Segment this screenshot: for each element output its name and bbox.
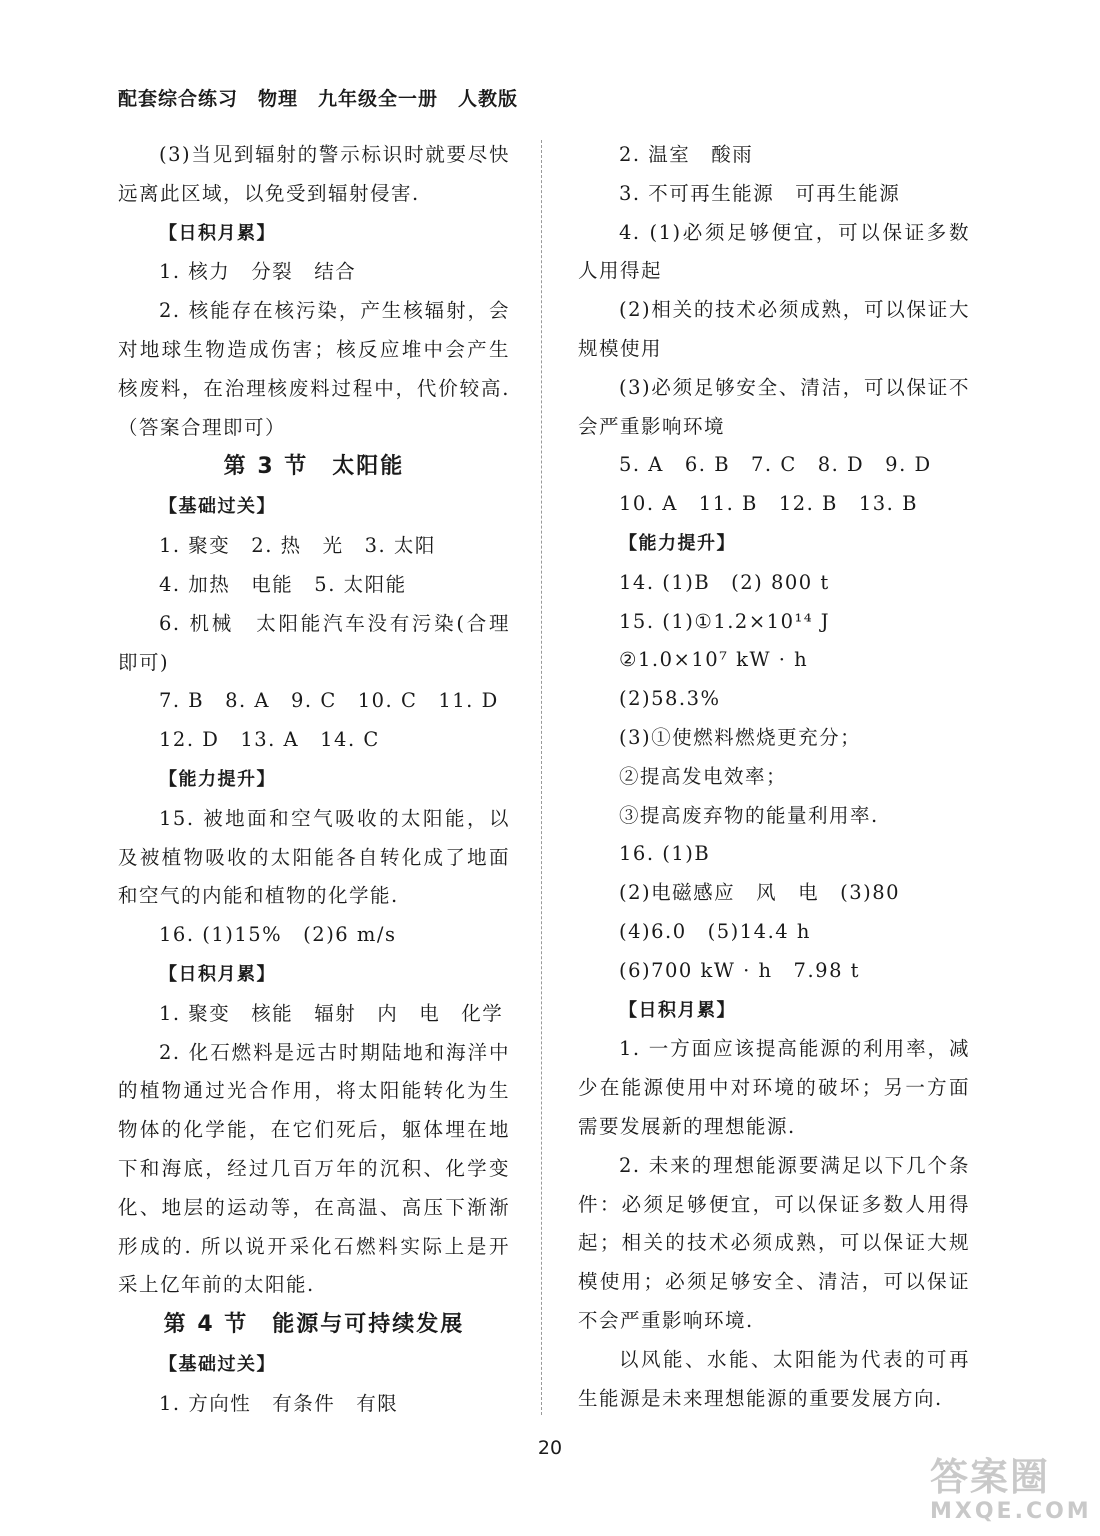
book-header: 配套综合练习 物理 九年级全一册 人教版 <box>118 88 519 110</box>
answer-paragraph: (3)①使燃料燃烧更充分； <box>619 725 862 749</box>
answer-paragraph: 1. 核力 分裂 结合 <box>159 260 357 284</box>
answer-paragraph: (4)6.0 (5)14.4 h <box>619 919 811 943</box>
answer-paragraph: (3)当见到辐射的警示标识时就要尽快远离此区域，以免受到辐射侵害. <box>118 143 510 205</box>
answer-paragraph: 12. D 13. A 14. C <box>159 728 380 752</box>
answer-paragraph: 1. 一方面应该提高能源的利用率，减少在能源使用中对环境的破坏；另一方面需要发展新的理想能源. <box>578 1037 970 1138</box>
answer-paragraph: (2)58.3% <box>619 687 721 711</box>
section-tag: 【日积月累】 <box>619 999 736 1021</box>
tag-line <box>118 955 510 995</box>
answer-paragraph: 4. 加热 电能 5. 太阳能 <box>159 572 407 596</box>
answer-paragraph: 5. A 6. B 7. C 8. D 9. D <box>619 453 932 477</box>
section-tag: 【日积月累】 <box>159 963 276 985</box>
section-tag: 【能力提升】 <box>159 768 276 790</box>
answer-paragraph: 15. 被地面和空气吸收的太阳能，以及被植物吸收的太阳能各自转化成了地面和空气的内能和植物的化学能. <box>118 806 510 908</box>
answer-paragraph: 2. 温室 酸雨 <box>619 143 754 166</box>
answer-paragraph: 6. 机械 太阳能汽车没有污染(合理即可) <box>118 611 510 674</box>
section-tag: 【基础过关】 <box>159 496 276 518</box>
answer-paragraph: (2)电磁感应 风 电 (3)80 <box>619 881 901 905</box>
answer-paragraph: 10. A 11. B 12. B 13. B <box>619 492 918 516</box>
watermark-url: MXQE.COM <box>930 1499 1092 1524</box>
answer-paragraph: 以风能、水能、太阳能为代表的可再生能源是未来理想能源的重要发展方向. <box>578 1347 970 1410</box>
section-tag: 【日积月累】 <box>159 222 276 244</box>
answer-paragraph: 2. 化石燃料是远古时期陆地和海洋中的植物通过光合作用，将太阳能转化为生物体的化学能，在它们死后，躯体埋在地下和海底，经过几百万年的沉积、化学变化、地层的运动等，在高温、高压下渐渐形成的. 所以说开采化石燃料实际上是开采上亿年前的太阳能. <box>118 1040 510 1297</box>
tag-line <box>118 760 510 800</box>
site-watermark <box>930 1455 1090 1533</box>
answer-paragraph: 14. (1)B (2) 800 t <box>619 570 830 594</box>
answer-paragraph: (3)必须足够安全、清洁，可以保证不会严重影响环境 <box>578 375 970 438</box>
answer-paragraph: 3. 不可再生能源 可再生能源 <box>619 181 901 205</box>
page-number: 20 <box>537 1437 563 1459</box>
section-tag: 【能力提升】 <box>619 532 736 554</box>
answer-paragraph: 1. 聚变 2. 热 光 3. 太阳 <box>159 534 436 558</box>
section-tag: 【基础过关】 <box>159 1354 276 1376</box>
tag-line <box>578 524 970 564</box>
tag-line <box>578 991 970 1031</box>
answer-paragraph: 7. B 8. A 9. C 10. C 11. D <box>159 689 499 713</box>
answer-paragraph: 16. (1)15% (2)6 m/s <box>159 923 397 947</box>
watermark-logo-text: 答案圈 <box>930 1455 1051 1499</box>
answer-paragraph: 16. (1)B <box>619 842 711 866</box>
answer-paragraph: ②1.0×10⁷ kW · h <box>619 648 809 672</box>
answer-paragraph: (2)相关的技术必须成熟，可以保证大规模使用 <box>578 298 970 360</box>
answer-paragraph: 15. (1)①1.2×10¹⁴ J <box>619 609 831 633</box>
right-column <box>578 136 970 1418</box>
column-divider <box>541 140 542 1415</box>
section-title: 第 3 节 太阳能 <box>223 454 405 480</box>
tag-line <box>118 1345 510 1385</box>
answer-paragraph: 1. 聚变 核能 辐射 内 电 化学 <box>159 1001 504 1025</box>
answer-paragraph: 2. 未来的理想能源要满足以下几个条件：必须足够便宜，可以保证多数人用得起；相关的技术必须成熟，可以保证大规模使用；必须足够安全、清洁，可以保证不会严重影响环境. <box>578 1153 970 1332</box>
left-column <box>118 136 510 1424</box>
tag-line <box>118 214 510 254</box>
answer-paragraph: ③提高废弃物的能量利用率. <box>619 803 879 827</box>
answer-paragraph: 1. 方向性 有条件 有限 <box>159 1391 399 1415</box>
answer-paragraph: ②提高发电效率； <box>619 764 788 788</box>
tag-line <box>118 487 510 527</box>
answer-paragraph: (6)700 kW · h 7.98 t <box>619 958 861 982</box>
section-title: 第 4 节 能源与可持续发展 <box>163 1312 465 1338</box>
answer-paragraph: 2. 核能存在核污染，产生核辐射，会对地球生物造成伤害；核反应堆中会产生核废料，在治理核废料过程中，代价较高.（答案合理即可） <box>118 299 510 439</box>
answer-paragraph: 4. (1)必须足够便宜，可以保证多数人用得起 <box>578 220 970 283</box>
